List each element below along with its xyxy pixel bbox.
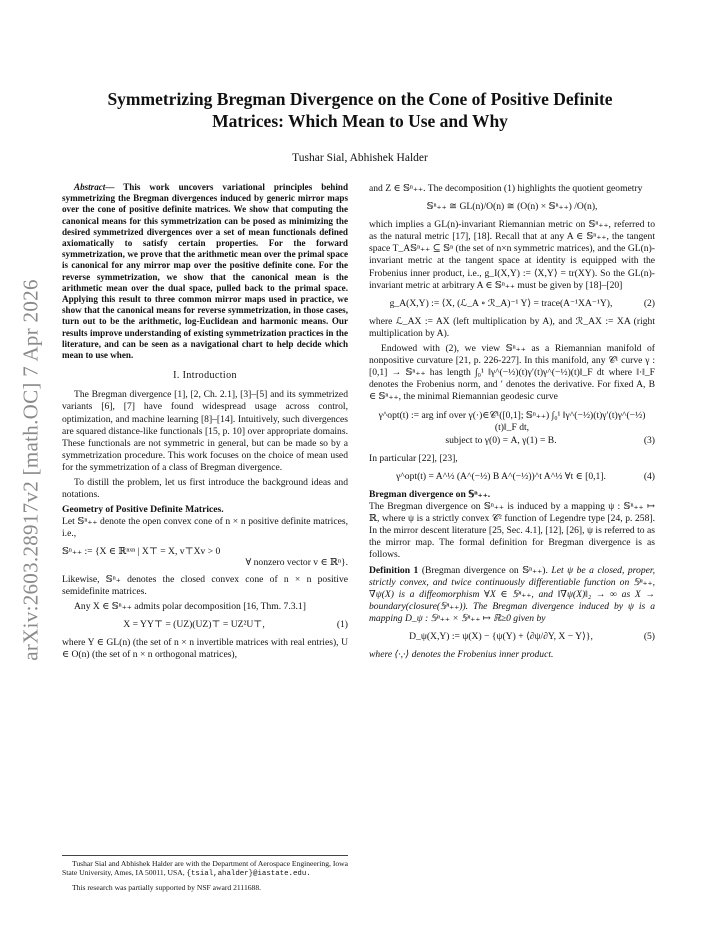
subheading-bregman: Bregman divergence on 𝕊ⁿ₊₊.: [369, 488, 491, 500]
equation-2-body: g_A(X,Y) := ⟨X, (ℒ_A ∘ ℛ_A)⁻¹ Y⟩ = trace(A⁻¹XA⁻¹Y),: [389, 297, 613, 309]
footnote-funding: This research was partially supported by NSF award 2111688.: [72, 882, 262, 892]
footnote: [62, 855, 348, 892]
equation-5-body: D_ψ(X,Y) := ψ(X) − {ψ(Y) + ⟨∂ψ/∂Y, X − Y⟩},: [409, 631, 593, 642]
title-line-2: Matrices: Which Mean to Use and Why: [212, 111, 508, 131]
equation-cone-body: 𝕊ⁿ₊₊ := {X ∈ ℝⁿˣⁿ | X⊤ = X, v⊤Xv > 0: [62, 546, 221, 558]
geometry-paragraph-3: Any X ∈ 𝕊ⁿ₊₊ admits polar decomposition [16, Thm. 7.3.1]: [74, 600, 306, 612]
intro-paragraph-2: To distill the problem, let us first introduce the background ideas and notations.: [62, 477, 348, 501]
equation-quotient-body: 𝕊ⁿ₊₊ ≅ GL(n)/O(n) ≅ (O(n) × 𝕊ⁿ₊₊) /O(n),: [426, 201, 598, 213]
definition-tail: where ⟨·,·⟩ denotes the Frobenius inner product.: [369, 649, 554, 661]
section-heading-introduction: I. Introduction: [173, 370, 237, 382]
abstract-text: — This work uncovers variational principles behind symmetrizing the Bregman divergences induced by generic mirror maps over the cone of positive definite matrices. We show that computing the canonical means for this symmetrization can be posed as minimizing the desired symmetrized divergences over a set of mean functionals defined axiomatically to satisfy certain properties. For the forward symmetrization, we prove that the arithmetic mean over the primal space is canonical for any mirror map over the positive definite cone. For the reverse symmetrization, we show that the canonical mean is the arithmetic mean over the dual space, pulled back to the primal space. Applying this result to three common mirror maps used in practice, we show that the canonical means for reverse symmetrization, in those cases, turn out to be the arithmetic, log-Euclidean and harmonic means. Our results improve understanding of existing symmetrization practices in the literature, and can be seen as a navigational chart to help decide which mean to use when.: [62, 182, 348, 361]
geometry-paragraph-4: where Y ∈ GL(n) (the set of n × n invertible matrices with real entries), U ∈ O(n) (the set of n × n orthogonal matrices),: [62, 637, 348, 661]
equation-1-number: (1): [336, 618, 348, 630]
right-paragraph-3: where ℒ_AX := AX (left multiplication by A), and ℛ_AX := XA (right multiplication by A).: [369, 315, 655, 339]
definition-1: [369, 565, 655, 625]
subheading-geometry: Geometry of Positive Definite Matrices.: [62, 504, 224, 516]
equation-5-number: (5): [643, 631, 655, 642]
paper-title: [60, 88, 660, 132]
intro-paragraph-1: The Bregman divergence [1], [2, Ch. 2.1], [3]–[5] and its symmetrized variants [6], [7] have found widespread usage across control, optimization, and machine learning [8]–[14]. Intuitively, such divergences are squared distance-like functionals [15, p. 10] over appropriate domains. These functionals are not symmetric in general, but can be made so by a symmetrization procedure. This work focuses on the choice of mean used for the symmetrization of a class of Bregman divergence.: [62, 389, 348, 473]
definition-text: Let ψ be a closed, proper, strictly convex, and twice continuously differentiable function on 𝕊ⁿ₊₊, ∇ψ(X) is a diffeomorphism ∀X ∈ 𝕊ⁿ₊₊, and ‖∇ψ(X)‖₂ → ∞ as X → boundary(closure(𝕊ⁿ₊₊)). The Bregman divergence induced by ψ is a mapping D_ψ : 𝕊ⁿ₊₊ × 𝕊ⁿ₊₊ ↦ ℝ≥0 given by: [369, 564, 655, 624]
authors: Tushar Sial, Abhishek Halder: [292, 152, 428, 164]
left-column: [62, 182, 348, 664]
arxiv-side-label: [14, 250, 48, 690]
equation-4-body: γ^opt(t) = A^½ (A^(−½) B A^(−½))^t A^½ ∀t ∈ [0,1].: [396, 470, 606, 482]
equation-4-number: (4): [643, 470, 655, 482]
right-paragraph-6: The Bregman divergence on 𝕊ⁿ₊₊ is induced by a mapping ψ : 𝕊ⁿ₊₊ ↦ ℝ, where ψ is a strictly convex 𝒞² function of Legendre type [24, p. 258]. In the mirror descent literature [25, Sec. 4.1], [12], [26], ψ is referred to as the mirror map. The formal definition for Bregman divergence is as follows.: [369, 501, 655, 561]
geometry-paragraph-2: Likewise, 𝕊ⁿ₊ denotes the closed convex cone of n × n positive semidefinite matrices.: [62, 573, 348, 597]
equation-2-number: (2): [643, 297, 655, 309]
footnote-affiliation: Tushar Sial and Abhishek Halder are with the Department of Aerospace Engineering, Iowa State University, Ames, IA 50011, USA, {tsial,ahalder}@iastate.edu.: [62, 859, 348, 879]
footnote-email: {tsial,ahalder}@iastate.edu.: [186, 870, 311, 879]
equation-1: [62, 619, 348, 631]
equation-3-constraint: [369, 435, 655, 447]
equation-3-number: (3): [643, 434, 655, 446]
right-column: [369, 183, 655, 664]
right-paragraph-2: which implies a GL(n)-invariant Riemannian metric on 𝕊ⁿ₊₊, referred to as the natural metric [17], [18]. Recall that at any A ∈ 𝕊ⁿ₊₊, the tangent space T_A𝕊ⁿ₊₊ ⊆ 𝕊ⁿ (the set of n×n symmetric matrices), and the GL(n)-invariant metric at the tangent space at identity is equipped with the Frobenius inner product, i.e., g_I(X,Y) := ⟨X,Y⟩ = tr(XY). So the GL(n)-invariant metric at arbitrary A ∈ 𝕊ⁿ₊₊ must be given by [18]–[20]: [369, 219, 655, 291]
abstract-label: Abstract: [74, 182, 106, 192]
equation-3: [369, 410, 655, 434]
equation-2: [369, 298, 655, 310]
equation-3-constraint-body: subject to γ(0) = A, γ(1) = B.: [445, 434, 557, 446]
equation-3-body: γ^opt(t) := arg inf over γ(·)∈𝒞¹([0,1]; 𝕊ⁿ₊₊) ∫₀¹ ‖γ^(−½)(t)γ′(t)γ^(−½)(t)‖_F dt,: [378, 409, 646, 433]
equation-1-body: X = YY⊤ = (UZ)(UZ)⊤ = UZ²U⊤,: [123, 618, 265, 630]
equation-quotient: [369, 201, 655, 213]
definition-title: (Bregman divergence on 𝕊ⁿ₊₊).: [418, 564, 552, 576]
abstract: [62, 182, 348, 361]
right-paragraph-5: In particular [22], [23],: [369, 452, 458, 464]
geometry-paragraph-1: Let 𝕊ⁿ₊₊ denote the open convex cone of n × n positive definite matrices, i.e.,: [62, 516, 348, 540]
definition-label: Definition 1: [369, 564, 419, 576]
title-line-1: Symmetrizing Bregman Divergence on the Cone of Positive Definite: [107, 89, 613, 109]
arxiv-identifier: arXiv:2603.28917v2 [math.OC] 7 Apr 2026: [18, 279, 43, 661]
equation-4: [369, 471, 655, 483]
equation-cone-continuation: ∀ nonzero vector v ∈ ℝⁿ}.: [245, 556, 348, 568]
equation-5: [369, 631, 655, 643]
right-paragraph-1: and Z ∈ 𝕊ⁿ₊₊. The decomposition (1) highlights the quotient geometry: [369, 183, 643, 194]
right-paragraph-4: Endowed with (2), we view 𝕊ⁿ₊₊ as a Riemannian manifold of nonpositive curvature [21, p. 226-227]. In this manifold, any 𝒞¹ curve γ : [0,1] → 𝕊ⁿ₊₊ has length ∫₀¹ ‖γ^(−½)(t)γ′(t)γ^(−½)(t)‖_F dt where ‖·‖_F denotes the Frobenius norm, and ′ denotes the derivative. For fixed A, B ∈ 𝕊ⁿ₊₊, the minimal Riemannian geodesic curve: [369, 343, 655, 403]
